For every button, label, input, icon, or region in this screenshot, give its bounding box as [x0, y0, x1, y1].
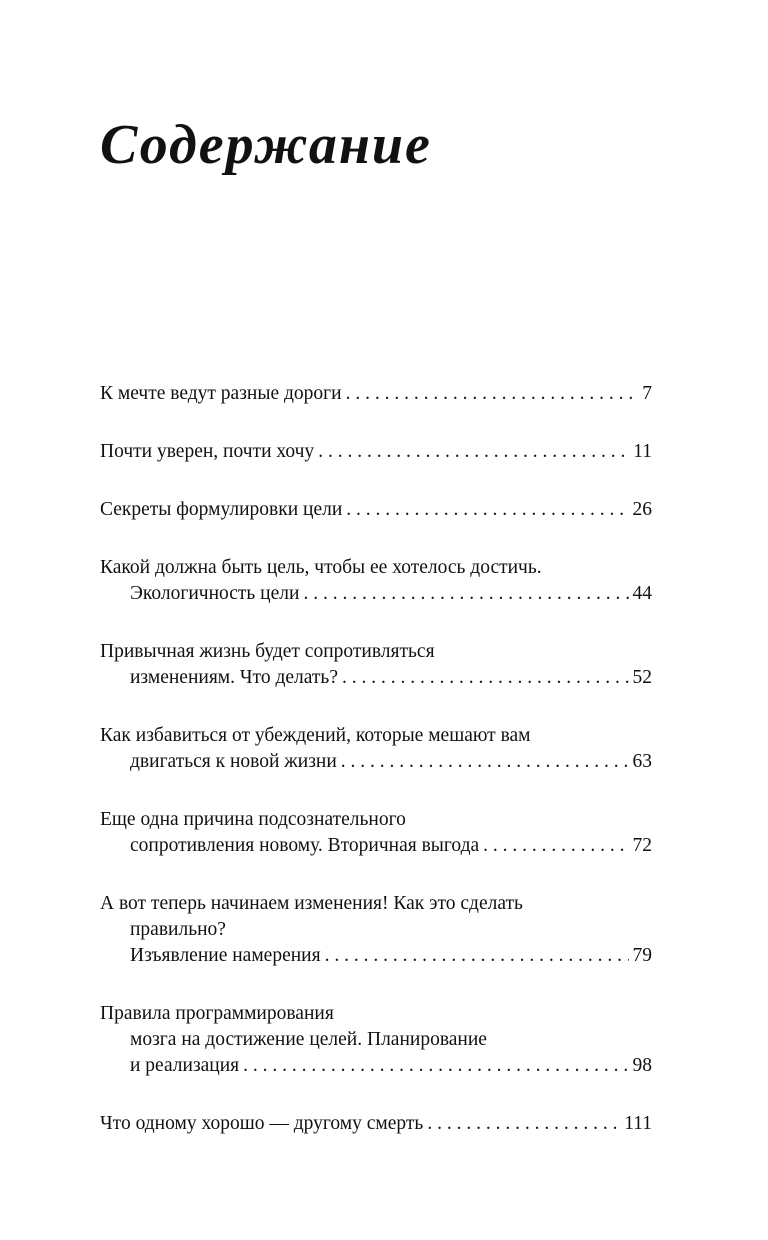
toc-entry	[100, 639, 652, 691]
dot-leader	[325, 943, 629, 969]
dot-leader	[303, 581, 628, 607]
toc-entry-title: К мечте ведут разные дороги	[100, 383, 342, 404]
toc-entry-title-line: Еще одна причина подсознательного	[100, 809, 406, 830]
toc-entry-title-line: мозга на достижение целей. Планирование	[130, 1029, 487, 1050]
toc-entry-title-line: Правила программирования	[100, 1003, 334, 1024]
toc-entry-title-line: Изъявление намерения	[130, 945, 321, 966]
toc-entry-title-line: Как избавиться от убеждений, которые мешают вам	[100, 725, 531, 746]
dot-leader	[243, 1053, 628, 1079]
toc-page-number: 79	[632, 945, 652, 966]
toc-page-number: 63	[632, 751, 652, 772]
toc-page-number: 52	[632, 667, 652, 688]
toc-entry-title: Что одному хорошо — другому смерть	[100, 1113, 424, 1134]
toc-entry	[100, 497, 652, 523]
toc-entry	[100, 1111, 652, 1137]
toc-entry	[100, 723, 652, 775]
toc-page-number: 7	[642, 383, 652, 404]
toc-page-number: 11	[633, 441, 652, 462]
dot-leader	[318, 439, 629, 465]
toc-entry	[100, 381, 652, 407]
toc-entry-title: Почти уверен, почти хочу	[100, 441, 315, 462]
toc-page-number: 98	[632, 1055, 652, 1076]
toc-page-number: 111	[624, 1113, 652, 1134]
toc-entry	[100, 807, 652, 859]
toc-entry-title-line: и реализация	[130, 1055, 240, 1076]
dot-leader	[427, 1111, 620, 1137]
toc-entry-title-line: сопротивления новому. Вторичная выгода	[130, 835, 480, 856]
toc-page-number: 72	[632, 835, 652, 856]
toc-entry-title-line: изменениям. Что делать?	[130, 667, 338, 688]
toc-page-number: 26	[632, 499, 652, 520]
toc-entry-title-line: Какой должна быть цель, чтобы ее хотелось достичь.	[100, 557, 542, 578]
page-title: Содержание	[100, 114, 432, 176]
dot-leader	[483, 833, 628, 859]
dot-leader	[346, 497, 628, 523]
toc-entry-title-line: Привычная жизнь будет сопротивляться	[100, 641, 435, 662]
dot-leader	[342, 665, 629, 691]
toc-entry-title-line: правильно?	[130, 919, 226, 940]
toc-entry	[100, 1001, 652, 1079]
toc-entry	[100, 891, 652, 969]
dot-leader	[346, 381, 639, 407]
toc-page-number: 44	[632, 583, 652, 604]
table-of-contents	[100, 381, 652, 1169]
dot-leader	[341, 749, 629, 775]
toc-entry	[100, 439, 652, 465]
toc-entry-title: Секреты формулировки цели	[100, 499, 343, 520]
toc-entry-title-line: двигаться к новой жизни	[130, 751, 337, 772]
toc-entry-title-line: Экологичность цели	[130, 583, 300, 604]
toc-entry	[100, 555, 652, 607]
toc-entry-title-line: А вот теперь начинаем изменения! Как это сделать	[100, 893, 523, 914]
